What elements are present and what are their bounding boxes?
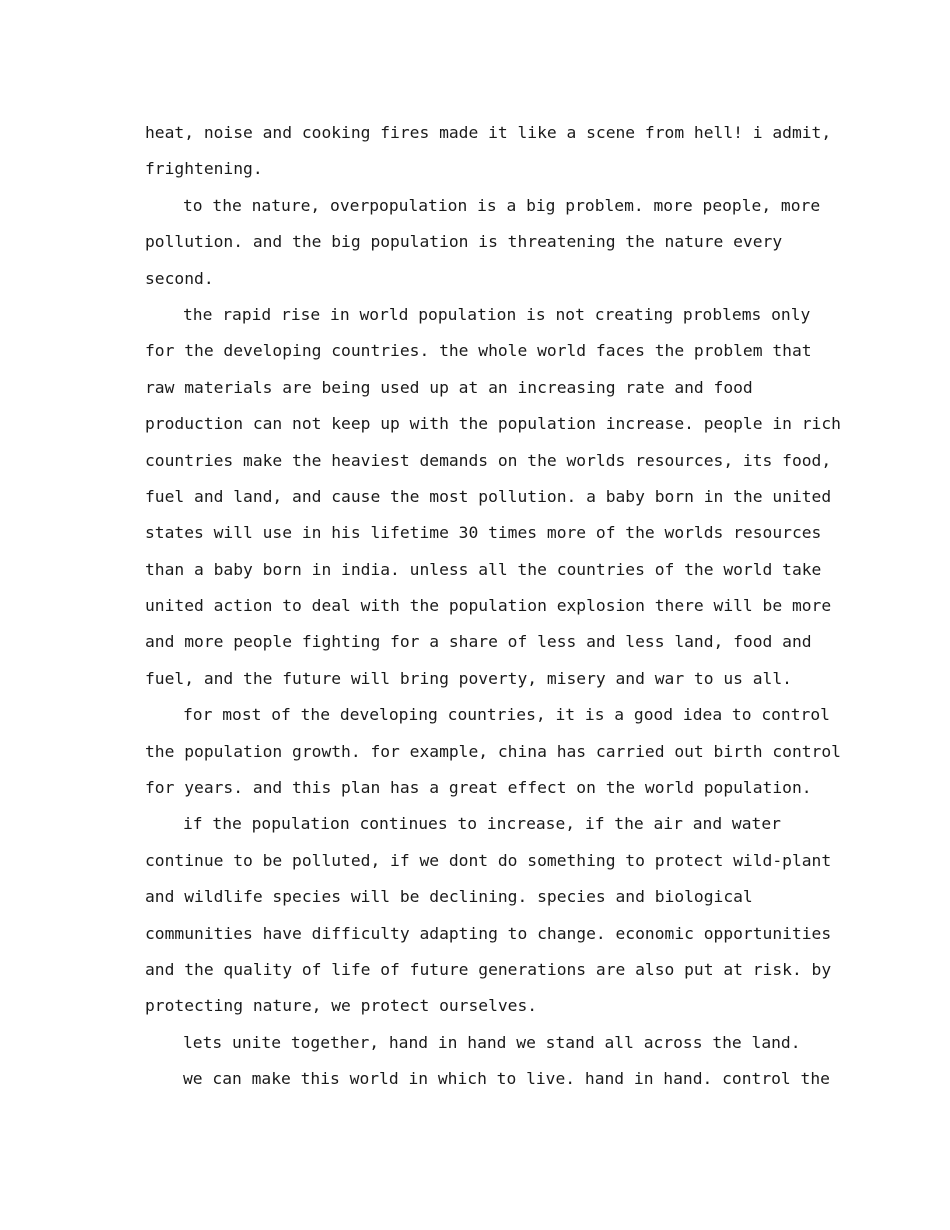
- text-line: raw materials are being used up at an increasing rate and food: [145, 377, 753, 397]
- text-line: frightening.: [145, 159, 263, 179]
- text-line: and more people fighting for a share of less and less land, food and: [145, 632, 812, 652]
- text-line: heat, noise and cooking fires made it like a scene from hell! i admit,: [145, 123, 832, 142]
- paragraph: [145, 806, 832, 1024]
- text-line: and wildlife species will be declining. species and biological: [145, 887, 753, 907]
- text-line: continue to be polluted, if we dont do something to protect wild-plant: [145, 850, 832, 870]
- text-line: communities have difficulty adapting to change. economic opportunities: [145, 923, 832, 943]
- text-line: than a baby born in india. unless all the countries of the world take: [145, 559, 822, 579]
- text-line: pollution. and the big population is threatening the nature every: [145, 232, 783, 252]
- paragraph: [145, 297, 841, 697]
- text-line: to the nature, overpopulation is a big problem. more people, more: [183, 195, 821, 215]
- text-line: for most of the developing countries, it is a good idea to control: [183, 705, 830, 725]
- text-line: we can make this world in which to live. hand in hand. control the: [183, 1069, 830, 1089]
- text-line: countries make the heaviest demands on the worlds resources, its food,: [145, 450, 832, 470]
- text-line: united action to deal with the population explosion there will be more: [145, 596, 832, 616]
- paragraph: [145, 1025, 815, 1061]
- text-line: for the developing countries. the whole world faces the problem that: [145, 341, 812, 361]
- text-line: fuel, and the future will bring poverty, misery and war to us all.: [145, 668, 792, 688]
- text-line: for years. and this plan has a great effect on the world population.: [145, 778, 812, 798]
- text-line: states will use in his lifetime 30 times more of the worlds resources: [145, 523, 822, 543]
- text-line: second.: [145, 268, 214, 288]
- paragraph: [145, 115, 832, 188]
- text-line: and the quality of life of future generations are also put at risk. by: [145, 959, 832, 979]
- paragraph: [145, 697, 841, 806]
- document-body: [145, 115, 841, 1098]
- paragraph: [145, 188, 821, 297]
- text-line: protecting nature, we protect ourselves.: [145, 996, 538, 1016]
- paragraph: [145, 1061, 830, 1097]
- text-line: the population growth. for example, china has carried out birth control: [145, 741, 841, 761]
- text-line: if the population continues to increase, if the air and water: [183, 814, 781, 834]
- text-line: lets unite together, hand in hand we stand all across the land.: [183, 1032, 801, 1052]
- text-line: fuel and land, and cause the most pollution. a baby born in the united: [145, 486, 832, 506]
- text-line: production can not keep up with the population increase. people in rich: [145, 414, 841, 434]
- text-line: the rapid rise in world population is not creating problems only: [183, 304, 811, 324]
